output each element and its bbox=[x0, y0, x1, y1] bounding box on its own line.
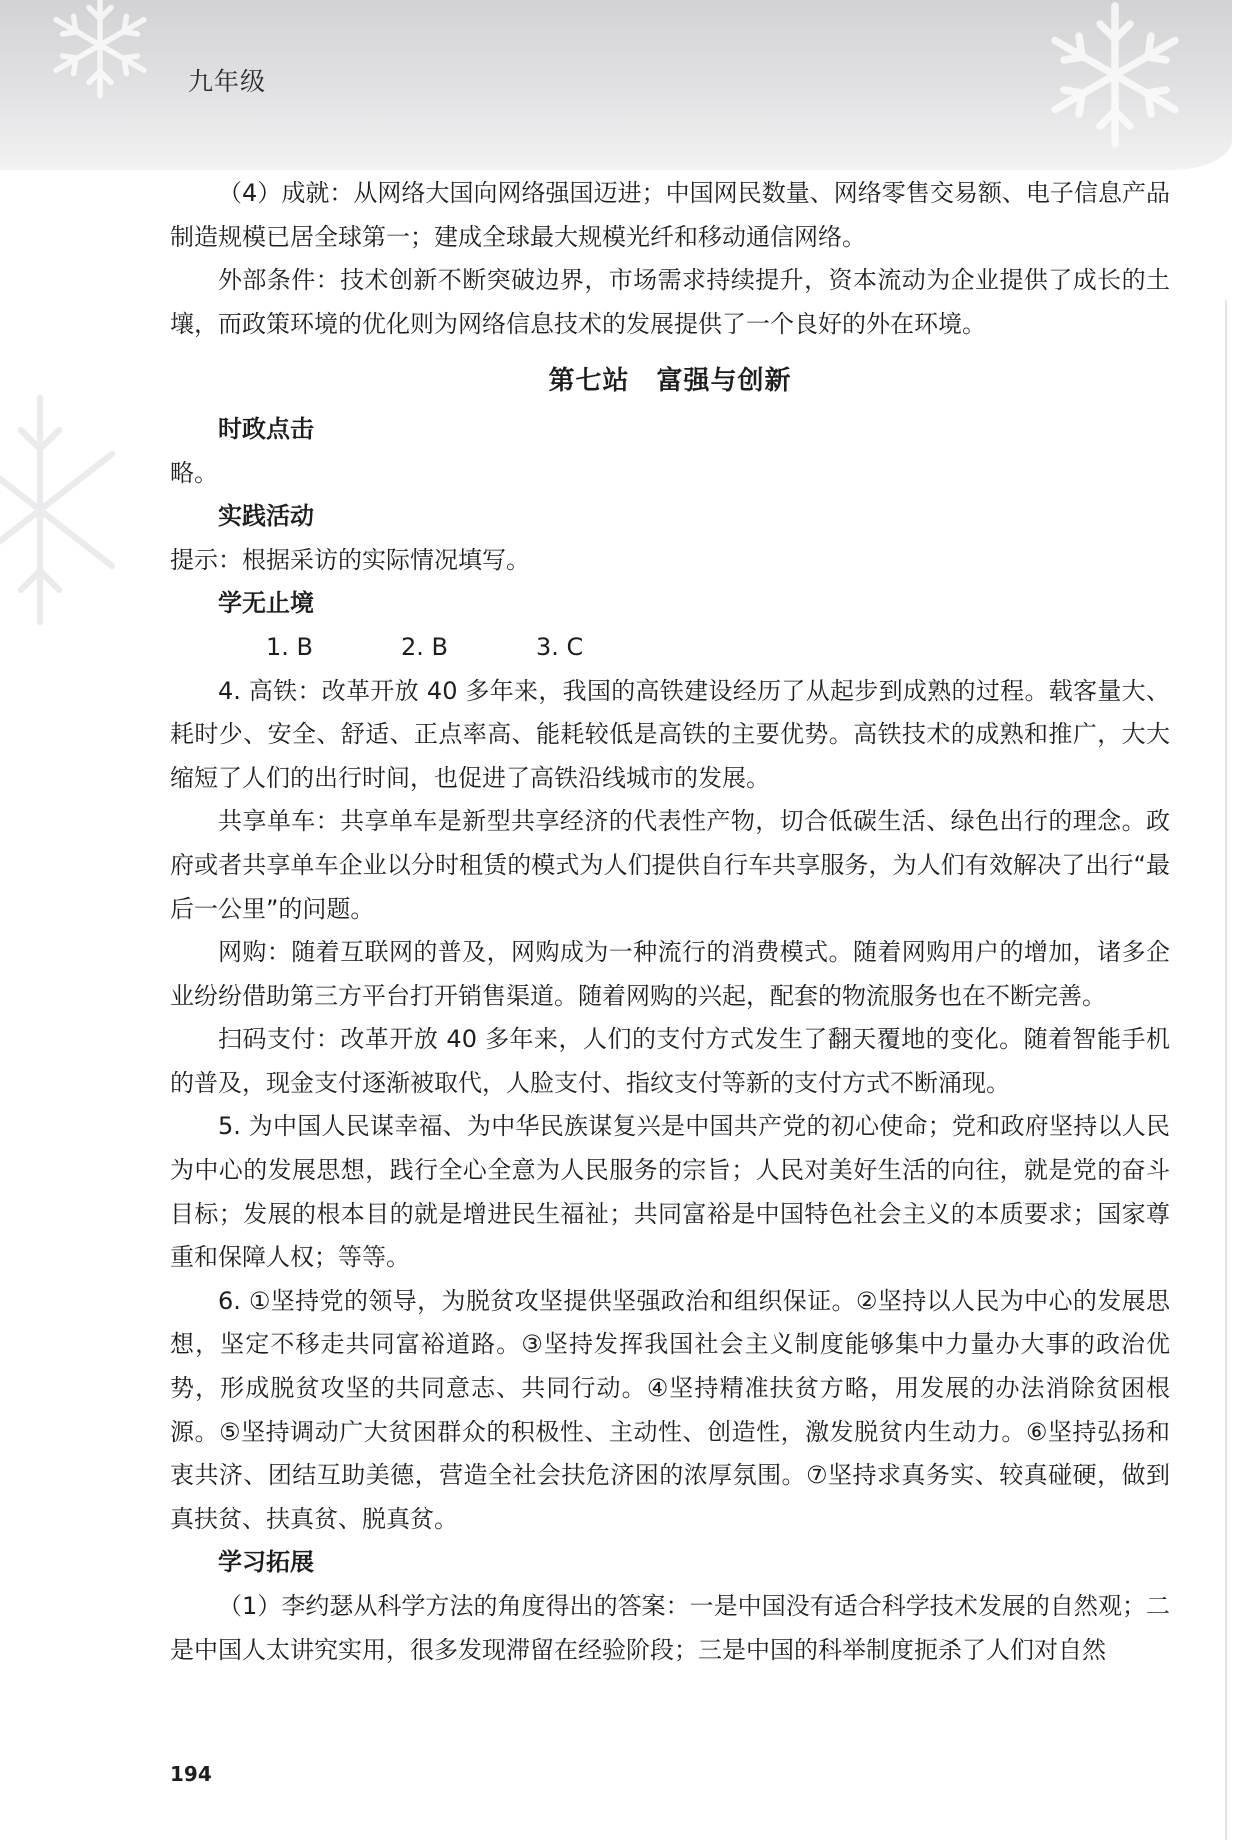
section-heading-practice: 实践活动 bbox=[218, 502, 314, 531]
header-band bbox=[0, 0, 1232, 170]
current-affairs-text: 略。 bbox=[170, 458, 218, 487]
answer-4-qr-payment: 扫码支付：改革开放 40 多年来，人们的支付方式发生了翻天覆地的变化。随着智能手机的普及，现金支付逐渐被取代，人脸支付、指纹支付等新的支付方式不断涌现。 bbox=[170, 1025, 1170, 1097]
answer-4-shared-bike: 共享单车：共享单车是新型共享经济的代表性产物，切合低碳生活、绿色出行的理念。政府或者共享单车企业以分时租赁的模式为人们提供自行车共享服务，为人们有效解决了出行“最后一公里”的问题。 bbox=[170, 807, 1170, 923]
answer-3: 3. C bbox=[536, 632, 584, 661]
answer-5: 5. 为中国人民谋幸福、为中华民族谋复兴是中国共产党的初心使命；党和政府坚持以人民为中心的发展思想，践行全心全意为人民服务的宗旨；人民对美好生活的向往，就是党的奋斗目标；发展的根本目的就是增进民生福祉；共同富裕是中国特色社会主义的本质要求；国家尊重和保障人权；等等。 bbox=[170, 1112, 1170, 1272]
extension-answer-1: （1）李约瑟从科学方法的角度得出的答案：一是中国没有适合科学技术发展的自然观；二是中国人太讲究实用，很多发现滞留在经验阶段；三是中国的科举制度扼杀了人们对自然 bbox=[170, 1592, 1170, 1664]
page-number: 194 bbox=[170, 1762, 212, 1786]
answer-4-high-speed-rail: 4. 高铁：改革开放 40 多年来，我国的高铁建设经历了从起步到成熟的过程。载客量大、耗时少、安全、舒适、正点率高、能耗较低是高铁的主要优势。高铁技术的成熟和推广，大大缩短了人们的出行时间，也促进了高铁沿线城市的发展。 bbox=[170, 676, 1170, 792]
snowflake-icon bbox=[0, 380, 120, 640]
answer-2: 2. B bbox=[401, 632, 448, 661]
snowflake-icon bbox=[1040, 0, 1190, 150]
intro-achievement: （4）成就：从网络大国向网络强国迈进；中国网民数量、网络零售交易额、电子信息产品制造规模已居全球第一；建成全球最大规模光纤和移动通信网络。 bbox=[170, 179, 1170, 251]
section-heading-extension: 学习拓展 bbox=[218, 1548, 314, 1577]
page-edge-line bbox=[1225, 300, 1227, 1840]
intro-external-conditions: 外部条件：技术创新不断突破边界，市场需求持续提升，资本流动为企业提供了成长的土壤，而政策环境的优化则为网络信息技术的发展提供了一个良好的外在环境。 bbox=[170, 266, 1170, 338]
section-heading-study: 学无止境 bbox=[218, 589, 314, 618]
grade-label: 九年级 bbox=[188, 67, 267, 96]
answer-6: 6. ①坚持党的领导，为脱贫攻坚提供坚强政治和组织保证。②坚持以人民为中心的发展思想，坚定不移走共同富裕道路。③坚持发挥我国社会主义制度能够集中力量办大事的政治优势，形成脱贫攻坚的共同意志、共同行动。④坚持精准扶贫方略，用发展的办法消除贫困根源。⑤坚持调动广大贫困群众的积极性、主动性、创造性，激发脱贫内生动力。⑥坚持弘扬和衷共济、团结互助美德，营造全社会扶危济困的浓厚氛围。⑦坚持求真务实、较真碰硬，做到真扶贫、扶真贫、脱真贫。 bbox=[170, 1286, 1170, 1533]
answer-1: 1. B bbox=[266, 632, 313, 661]
page-content bbox=[170, 172, 1170, 1672]
section-heading-current-affairs: 时政点击 bbox=[218, 414, 314, 443]
practice-text: 提示：根据采访的实际情况填写。 bbox=[170, 545, 530, 574]
station-title: 第七站 富强与创新 bbox=[548, 366, 792, 397]
snowflake-icon bbox=[30, 0, 170, 100]
answer-4-online-shopping: 网购：随着互联网的普及，网购成为一种流行的消费模式。随着网购用户的增加，诸多企业纷纷借助第三方平台打开销售渠道。随着网购的兴起，配套的物流服务也在不断完善。 bbox=[170, 938, 1170, 1010]
multiple-choice-answers bbox=[170, 626, 1170, 670]
